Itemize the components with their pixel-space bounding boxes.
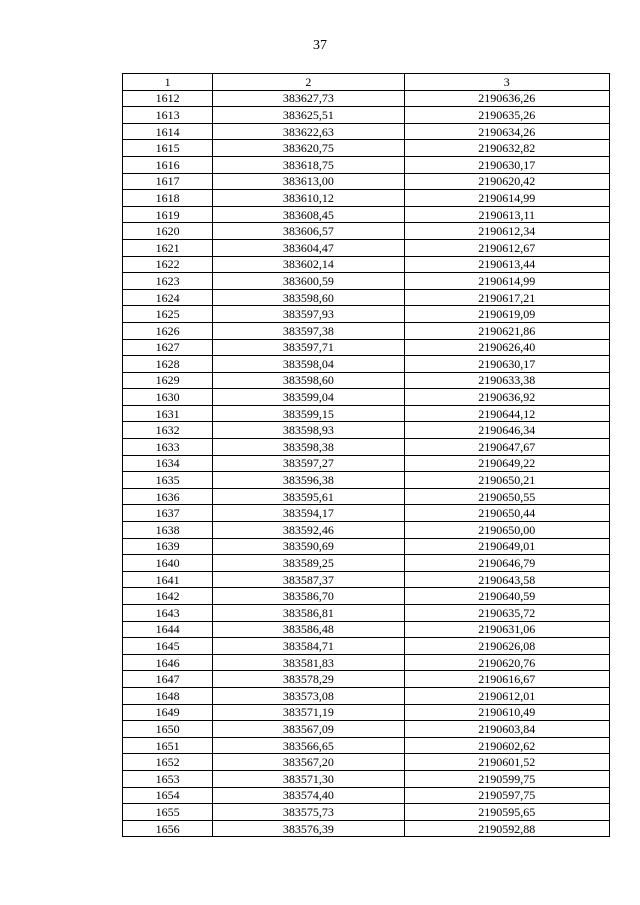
point-number-cell: 1626 (123, 322, 213, 339)
point-number-cell: 1613 (123, 107, 213, 124)
point-number-cell: 1643 (123, 605, 213, 622)
point-number-cell: 1618 (123, 190, 213, 207)
table-row (123, 322, 610, 339)
table-row (123, 190, 610, 207)
table-row (123, 505, 610, 522)
x-coordinate-cell: 383598,04 (213, 356, 404, 373)
table-row (123, 571, 610, 588)
point-number-cell: 1653 (123, 770, 213, 787)
table-row (123, 372, 610, 389)
y-coordinate-cell: 2190602,62 (404, 737, 609, 754)
table-row (123, 455, 610, 472)
x-coordinate-cell: 383567,09 (213, 721, 404, 738)
x-coordinate-cell: 383584,71 (213, 638, 404, 655)
table-row (123, 605, 610, 622)
table-row (123, 289, 610, 306)
table-row (123, 273, 610, 290)
x-coordinate-cell: 383578,29 (213, 671, 404, 688)
y-coordinate-cell: 2190644,12 (404, 405, 609, 422)
x-coordinate-cell: 383581,83 (213, 654, 404, 671)
x-coordinate-cell: 383598,38 (213, 439, 404, 456)
point-number-cell: 1620 (123, 223, 213, 240)
point-number-cell: 1647 (123, 671, 213, 688)
x-coordinate-cell: 383592,46 (213, 522, 404, 539)
point-number-cell: 1638 (123, 522, 213, 539)
table-row (123, 638, 610, 655)
y-coordinate-cell: 2190646,79 (404, 555, 609, 572)
x-coordinate-cell: 383586,48 (213, 621, 404, 638)
y-coordinate-cell: 2190636,92 (404, 389, 609, 406)
y-coordinate-cell: 2190597,75 (404, 787, 609, 804)
table-row (123, 704, 610, 721)
y-coordinate-cell: 2190626,08 (404, 638, 609, 655)
y-coordinate-cell: 2190634,26 (404, 123, 609, 140)
x-coordinate-cell: 383571,19 (213, 704, 404, 721)
y-coordinate-cell: 2190612,34 (404, 223, 609, 240)
point-number-cell: 1615 (123, 140, 213, 157)
x-coordinate-cell: 383618,75 (213, 156, 404, 173)
y-coordinate-cell: 2190601,52 (404, 754, 609, 771)
table-row (123, 123, 610, 140)
point-number-cell: 1654 (123, 787, 213, 804)
x-coordinate-cell: 383599,15 (213, 405, 404, 422)
table-row (123, 687, 610, 704)
table-row (123, 737, 610, 754)
table-row (123, 770, 610, 787)
x-coordinate-cell: 383606,57 (213, 223, 404, 240)
y-coordinate-cell: 2190631,06 (404, 621, 609, 638)
y-coordinate-cell: 2190612,67 (404, 239, 609, 256)
x-coordinate-cell: 383598,93 (213, 422, 404, 439)
x-coordinate-cell: 383599,04 (213, 389, 404, 406)
x-coordinate-cell: 383567,20 (213, 754, 404, 771)
table-row (123, 538, 610, 555)
x-coordinate-cell: 383571,30 (213, 770, 404, 787)
x-coordinate-cell: 383575,73 (213, 804, 404, 821)
point-number-cell: 1622 (123, 256, 213, 273)
y-coordinate-cell: 2190649,22 (404, 455, 609, 472)
point-number-cell: 1644 (123, 621, 213, 638)
point-number-cell: 1648 (123, 687, 213, 704)
point-number-cell: 1645 (123, 638, 213, 655)
y-coordinate-cell: 2190636,26 (404, 90, 609, 107)
column-header-2: 2 (213, 74, 404, 91)
x-coordinate-cell: 383597,93 (213, 306, 404, 323)
y-coordinate-cell: 2190650,44 (404, 505, 609, 522)
x-coordinate-cell: 383600,59 (213, 273, 404, 290)
point-number-cell: 1634 (123, 455, 213, 472)
x-coordinate-cell: 383597,38 (213, 322, 404, 339)
table-row (123, 488, 610, 505)
table-row (123, 721, 610, 738)
table-row (123, 555, 610, 572)
point-number-cell: 1635 (123, 472, 213, 489)
column-header-1: 1 (123, 74, 213, 91)
y-coordinate-cell: 2190632,82 (404, 140, 609, 157)
x-coordinate-cell: 383573,08 (213, 687, 404, 704)
point-number-cell: 1652 (123, 754, 213, 771)
y-coordinate-cell: 2190630,17 (404, 356, 609, 373)
table-row (123, 522, 610, 539)
table-row (123, 654, 610, 671)
point-number-cell: 1612 (123, 90, 213, 107)
y-coordinate-cell: 2190620,42 (404, 173, 609, 190)
y-coordinate-cell: 2190595,65 (404, 804, 609, 821)
x-coordinate-cell: 383604,47 (213, 239, 404, 256)
point-number-cell: 1625 (123, 306, 213, 323)
table-row (123, 156, 610, 173)
table-body (123, 74, 610, 837)
table-row (123, 173, 610, 190)
y-coordinate-cell: 2190635,72 (404, 605, 609, 622)
table-header-row (123, 74, 610, 91)
y-coordinate-cell: 2190599,75 (404, 770, 609, 787)
table-row (123, 256, 610, 273)
y-coordinate-cell: 2190650,21 (404, 472, 609, 489)
table-row (123, 820, 610, 837)
table-row (123, 107, 610, 124)
table-row (123, 306, 610, 323)
y-coordinate-cell: 2190614,99 (404, 190, 609, 207)
y-coordinate-cell: 2190613,44 (404, 256, 609, 273)
point-number-cell: 1640 (123, 555, 213, 572)
x-coordinate-cell: 383589,25 (213, 555, 404, 572)
y-coordinate-cell: 2190616,67 (404, 671, 609, 688)
table-row (123, 472, 610, 489)
y-coordinate-cell: 2190613,11 (404, 206, 609, 223)
x-coordinate-cell: 383610,12 (213, 190, 404, 207)
y-coordinate-cell: 2190630,17 (404, 156, 609, 173)
point-number-cell: 1632 (123, 422, 213, 439)
point-number-cell: 1642 (123, 588, 213, 605)
table-row (123, 339, 610, 356)
point-number-cell: 1646 (123, 654, 213, 671)
y-coordinate-cell: 2190610,49 (404, 704, 609, 721)
page-number: 37 (313, 38, 327, 53)
x-coordinate-cell: 383586,81 (213, 605, 404, 622)
x-coordinate-cell: 383595,61 (213, 488, 404, 505)
table-row (123, 206, 610, 223)
x-coordinate-cell: 383602,14 (213, 256, 404, 273)
y-coordinate-cell: 2190612,01 (404, 687, 609, 704)
point-number-cell: 1624 (123, 289, 213, 306)
point-number-cell: 1636 (123, 488, 213, 505)
point-number-cell: 1619 (123, 206, 213, 223)
point-number-cell: 1656 (123, 820, 213, 837)
y-coordinate-cell: 2190619,09 (404, 306, 609, 323)
table-row (123, 90, 610, 107)
x-coordinate-cell: 383620,75 (213, 140, 404, 157)
y-coordinate-cell: 2190620,76 (404, 654, 609, 671)
x-coordinate-cell: 383566,65 (213, 737, 404, 754)
table-row (123, 621, 610, 638)
y-coordinate-cell: 2190650,55 (404, 488, 609, 505)
table-row (123, 140, 610, 157)
x-coordinate-cell: 383627,73 (213, 90, 404, 107)
y-coordinate-cell: 2190603,84 (404, 721, 609, 738)
point-number-cell: 1650 (123, 721, 213, 738)
point-number-cell: 1639 (123, 538, 213, 555)
table-row (123, 439, 610, 456)
point-number-cell: 1617 (123, 173, 213, 190)
point-number-cell: 1655 (123, 804, 213, 821)
x-coordinate-cell: 383597,27 (213, 455, 404, 472)
table-row (123, 671, 610, 688)
x-coordinate-cell: 383597,71 (213, 339, 404, 356)
point-number-cell: 1633 (123, 439, 213, 456)
x-coordinate-cell: 383625,51 (213, 107, 404, 124)
point-number-cell: 1631 (123, 405, 213, 422)
point-number-cell: 1629 (123, 372, 213, 389)
y-coordinate-cell: 2190621,86 (404, 322, 609, 339)
y-coordinate-cell: 2190633,38 (404, 372, 609, 389)
y-coordinate-cell: 2190649,01 (404, 538, 609, 555)
x-coordinate-cell: 383596,38 (213, 472, 404, 489)
point-number-cell: 1627 (123, 339, 213, 356)
y-coordinate-cell: 2190640,59 (404, 588, 609, 605)
point-number-cell: 1628 (123, 356, 213, 373)
x-coordinate-cell: 383574,40 (213, 787, 404, 804)
table-row (123, 239, 610, 256)
table-row (123, 804, 610, 821)
y-coordinate-cell: 2190650,00 (404, 522, 609, 539)
y-coordinate-cell: 2190614,99 (404, 273, 609, 290)
table-row (123, 754, 610, 771)
point-number-cell: 1649 (123, 704, 213, 721)
y-coordinate-cell: 2190617,21 (404, 289, 609, 306)
x-coordinate-cell: 383594,17 (213, 505, 404, 522)
point-number-cell: 1651 (123, 737, 213, 754)
column-header-3: 3 (404, 74, 609, 91)
table-row (123, 588, 610, 605)
table-row (123, 223, 610, 240)
point-number-cell: 1621 (123, 239, 213, 256)
x-coordinate-cell: 383598,60 (213, 289, 404, 306)
x-coordinate-cell: 383598,60 (213, 372, 404, 389)
point-number-cell: 1616 (123, 156, 213, 173)
y-coordinate-cell: 2190647,67 (404, 439, 609, 456)
x-coordinate-cell: 383613,00 (213, 173, 404, 190)
point-number-cell: 1637 (123, 505, 213, 522)
table-row (123, 356, 610, 373)
x-coordinate-cell: 383576,39 (213, 820, 404, 837)
x-coordinate-cell: 383587,37 (213, 571, 404, 588)
point-number-cell: 1630 (123, 389, 213, 406)
x-coordinate-cell: 383622,63 (213, 123, 404, 140)
y-coordinate-cell: 2190635,26 (404, 107, 609, 124)
table-row (123, 787, 610, 804)
point-number-cell: 1623 (123, 273, 213, 290)
y-coordinate-cell: 2190646,34 (404, 422, 609, 439)
y-coordinate-cell: 2190592,88 (404, 820, 609, 837)
table-row (123, 389, 610, 406)
point-number-cell: 1641 (123, 571, 213, 588)
coordinates-table (122, 73, 610, 837)
y-coordinate-cell: 2190643,58 (404, 571, 609, 588)
x-coordinate-cell: 383590,69 (213, 538, 404, 555)
table-row (123, 405, 610, 422)
x-coordinate-cell: 383586,70 (213, 588, 404, 605)
table-row (123, 422, 610, 439)
y-coordinate-cell: 2190626,40 (404, 339, 609, 356)
point-number-cell: 1614 (123, 123, 213, 140)
x-coordinate-cell: 383608,45 (213, 206, 404, 223)
